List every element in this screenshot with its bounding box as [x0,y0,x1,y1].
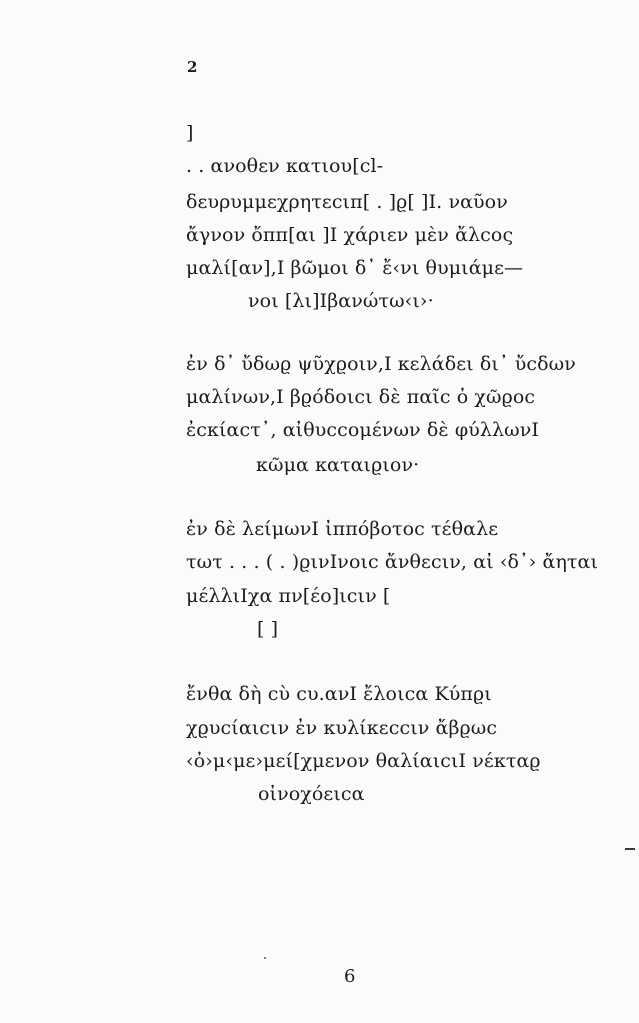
poem-line: νοι [λι]Ιβανώτω‹ι›· [248,290,434,312]
poem-line: μαλίνων,Ι βϱόδοιcι δὲ παῖc ὀ χῶϱοc [186,386,536,408]
poem-line: κῶμα καταιϱιον· [256,454,420,476]
poem-line: [ ] [257,618,279,640]
poem-line: μαλί[αν],Ι βῶμοι δ᾿ ἔ‹νι θυμιάμε— [186,257,524,279]
poem-line: ἐν δ᾿ ὔδωϱ ψῦχϱοιν,Ι κελάδει δι᾿ ὔcδων [186,353,576,375]
scan-speck [264,957,266,959]
poem-line: τωτ . . . ( . )ϱινΙνοιc ἄνθεcιν, αἰ ‹δ᾿› ἄηται [186,551,599,573]
poem-line: μέλλιΙχα πν[έο]ιcιν [ [186,585,391,607]
poem-line: ] [186,122,194,144]
page-number-top: 2 [187,58,198,76]
poem-line: ‹ὀ›μ‹με›μεί[χμενον θαλίαιcιΙ νέκταϱ [186,750,541,772]
poem-line: . . ανοθεν κατιου[cl- [186,155,384,177]
poem-line: ἐcκίαcτ᾿, αἰθυccομένων δὲ φύλλωνΙ [186,419,539,441]
poem-line: ἐν δὲ λείμωνΙ ἰππόβοτοc τέθαλε [186,518,499,540]
poem-line: χϱυcίαιcιν ἐν κυλίκεccιν ἄβϱωc [186,717,498,739]
poem-line: ἄγνον ὄππ[αι ]Ι χάριεν μὲν ἄλcος [186,224,514,246]
page-number-bottom: 6 [344,966,356,987]
poem-line: οἰνοχόειcα [258,783,365,805]
poem-line: ἔνθα δὴ cὺ cυ.ανΙ ἔλοιcα Κύπϱι [186,683,492,705]
scan-edge-mark [625,848,635,850]
poem-line: δευρυμμεχρητεcιπ[ . ]ϱ[ ]Ι. ναῦον [186,191,508,213]
